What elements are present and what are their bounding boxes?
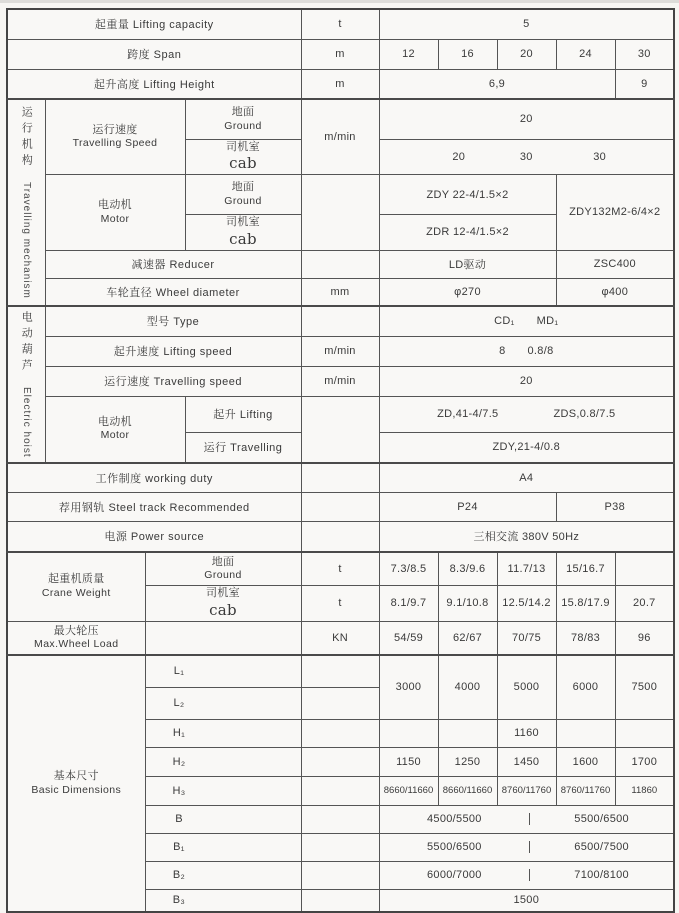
hoist-motor-unit [301, 396, 379, 463]
crane-weight-label-en: Crane Weight [41, 587, 111, 599]
dim-b2-label: B₂ [145, 861, 301, 889]
max-wheel-load-unit: KN [301, 621, 379, 655]
speed-ground-label-cn: 地面 [231, 105, 255, 118]
lifting-height-main-value: 6,9 [379, 69, 615, 99]
travelling-speed-label-en: Travelling Speed [72, 137, 158, 150]
hoist-motor-label-cn: 电动机 [98, 415, 132, 428]
dim-h3-value-5: 11860 [615, 776, 674, 805]
dim-l2-label: L₂ [145, 687, 301, 719]
max-wheel-load-label-en: Max.Wheel Load [34, 638, 119, 651]
dim-h3-label: H₃ [145, 776, 301, 805]
max-wheel-load-label-cn: 最大轮压 [53, 624, 99, 637]
dim-b2-values [379, 861, 674, 889]
dim-b3-unit [301, 889, 379, 912]
crane-weight-cab-1: 8.1/9.7 [379, 586, 438, 622]
basic-dimensions-label-en: Basic Dimensions [31, 784, 122, 796]
span-value-30: 30 [615, 39, 674, 69]
lifting-capacity-value: 5 [379, 9, 674, 39]
hoist-motor-travelling-value: ZDY,21-4/0.8 [379, 433, 674, 463]
dim-h1-value-1 [379, 719, 438, 747]
hoist-lifting-speed-label: 起升速度 Lifting speed [45, 336, 301, 366]
dim-h2-value-4: 1600 [556, 747, 615, 776]
basic-dimensions-label-cn: 基本尺寸 [53, 770, 99, 783]
motor-cab-label-en: cab [229, 229, 257, 248]
travelling-speed-label [45, 99, 185, 175]
crane-weight-ground-1: 7.3/8.5 [379, 552, 438, 586]
max-wheel-load-3: 70/75 [497, 621, 556, 655]
dim-h1-unit [301, 719, 379, 747]
crane-weight-cab-label [145, 586, 301, 622]
motor-ground-label-en: Ground [224, 194, 262, 207]
dim-b-values [379, 805, 674, 833]
motor-ground-label [185, 175, 301, 215]
speed-cab-label [185, 139, 301, 175]
dim-b1-value-left: 5500/6500 [380, 841, 531, 853]
speed-ground-label-en: Ground [224, 119, 262, 132]
scan-artifact [0, 0, 679, 3]
speed-cab-label-cn: 司机室 [226, 140, 260, 153]
lifting-height-unit: m [301, 69, 379, 99]
max-wheel-load-2: 62/67 [438, 621, 497, 655]
dim-b2-unit [301, 861, 379, 889]
dim-b-label: B [145, 805, 301, 833]
crane-weight-ground-label-cn: 地面 [211, 555, 235, 568]
reducer-unit [301, 250, 379, 278]
hoist-motor-label-en: Motor [100, 429, 130, 442]
max-wheel-load-1: 54/59 [379, 621, 438, 655]
electric-hoist-label-en: Electric hoist [20, 387, 32, 458]
dim-l-value-1: 3000 [379, 655, 438, 719]
dim-b3-value: 1500 [379, 889, 674, 912]
type-values [379, 306, 674, 336]
dim-b1-label: B₁ [145, 833, 301, 861]
crane-weight-label [7, 552, 145, 622]
steel-track-value-2: P38 [556, 493, 674, 522]
dim-b-value-left: 4500/5500 [380, 813, 531, 825]
lifting-speed-value-2: 0.8/8 [527, 345, 554, 357]
mech-motor-label-cn: 电动机 [98, 198, 132, 211]
dim-b1-value-right: 6500/7500 [574, 841, 629, 854]
motor-cab-label-cn: 司机室 [226, 216, 260, 228]
steel-track-unit [301, 493, 379, 522]
crane-weight-ground-4: 15/16.7 [556, 552, 615, 586]
dim-h2-value-5: 1700 [615, 747, 674, 776]
dim-l1-label: L₁ [145, 655, 301, 687]
steel-track-label: 荐用钢轨 Steel track Recommended [7, 493, 301, 522]
span-label: 跨度 Span [7, 39, 301, 69]
dim-h1-value-5 [615, 719, 674, 747]
travelling-mechanism-label-cn: 运行机构 [20, 106, 33, 171]
dim-h2-value-3: 1450 [497, 747, 556, 776]
hoist-motor-lifting-value-1: ZD,41-4/7.5 [437, 408, 499, 421]
travelling-mechanism-label-en: Travelling mechanism [20, 182, 32, 299]
lifting-capacity-label: 起重量 Lifting capacity [7, 9, 301, 39]
working-duty-label: 工作制度 working duty [7, 463, 301, 493]
crane-weight-ground-label [145, 552, 301, 586]
dim-b1-values [379, 833, 674, 861]
dim-h1-value-4 [556, 719, 615, 747]
lifting-speed-value-1: 8 [499, 345, 506, 357]
travelling-speed-unit: m/min [301, 99, 379, 175]
working-duty-value: A4 [379, 463, 674, 493]
section-travelling-mechanism [7, 99, 45, 306]
span-unit: m [301, 39, 379, 69]
lifting-height-label: 起升高度 Lifting Height [7, 69, 301, 99]
dim-h3-value-1: 8660/11660 [379, 776, 438, 805]
crane-weight-ground-3: 11.7/13 [497, 552, 556, 586]
type-unit [301, 306, 379, 336]
hoist-motor-lifting-values [379, 396, 674, 433]
hoist-motor-label [45, 396, 185, 463]
crane-spec-table [6, 8, 675, 913]
hoist-motor-travelling-label: 运行 Travelling [185, 433, 301, 463]
wheel-diameter-value-1: φ270 [379, 278, 556, 306]
mech-motor-cab-value: ZDR 12-4/1.5×2 [379, 215, 556, 251]
crane-weight-ground-5 [615, 552, 674, 586]
type-value-cd: CD₁ [494, 315, 515, 328]
crane-weight-cab-2: 9.1/10.8 [438, 586, 497, 622]
travelling-speed-label-cn: 运行速度 [92, 123, 138, 136]
dim-h1-value-2 [438, 719, 497, 747]
dim-l-value-4: 6000 [556, 655, 615, 719]
crane-weight-ground-label-en: Ground [204, 569, 242, 582]
mech-motor-merged-value: ZDY132M2-6/4×2 [556, 175, 674, 251]
working-duty-unit [301, 463, 379, 493]
basic-dimensions-label [7, 655, 145, 912]
reducer-value-2: ZSC400 [556, 250, 674, 278]
crane-weight-cab-label-cn: 司机室 [206, 587, 240, 600]
steel-track-value-1: P24 [379, 493, 556, 522]
wheel-diameter-value-2: φ400 [556, 278, 674, 306]
dim-b3-label: B₃ [145, 889, 301, 912]
electric-hoist-vertical-label [8, 311, 45, 458]
hoist-motor-lifting-value-2: ZDS,0.8/7.5 [553, 408, 616, 421]
travelling-speed-cab-values [379, 139, 674, 175]
dim-h3-value-4: 8760/11760 [556, 776, 615, 805]
max-wheel-load-5: 96 [615, 621, 674, 655]
span-value-24: 24 [556, 39, 615, 69]
hoist-travelling-speed-label: 运行速度 Travelling speed [45, 366, 301, 396]
dim-l-value-3: 5000 [497, 655, 556, 719]
motor-cab-label [185, 215, 301, 251]
dim-h2-value-1: 1150 [379, 747, 438, 776]
crane-weight-cab-unit: t [301, 586, 379, 622]
motor-ground-label-cn: 地面 [231, 181, 255, 194]
dim-l2-unit [301, 687, 379, 719]
hoist-lifting-speed-unit: m/min [301, 336, 379, 366]
speed-ground-label [185, 99, 301, 139]
dim-b-value-right: 5500/6500 [574, 813, 629, 826]
type-value-md: MD₁ [536, 315, 559, 328]
max-wheel-load-empty-cell [145, 621, 301, 655]
mech-motor-label-en: Motor [100, 212, 130, 225]
dim-h1-label: H₁ [145, 719, 301, 747]
hoist-travelling-speed-value: 20 [379, 366, 674, 396]
mech-motor-unit [301, 175, 379, 251]
crane-weight-label-cn: 起重机质量 [48, 573, 105, 586]
span-value-20: 20 [497, 39, 556, 69]
crane-weight-cab-label-en: cab [209, 600, 237, 619]
reducer-value-1: LD驱动 [379, 250, 556, 278]
dim-b-unit [301, 805, 379, 833]
crane-weight-ground-2: 8.3/9.6 [438, 552, 497, 586]
dim-l-value-5: 7500 [615, 655, 674, 719]
mech-motor-label [45, 175, 185, 251]
dim-b1-unit [301, 833, 379, 861]
travelling-mechanism-vertical-label [8, 106, 45, 299]
dim-h2-unit [301, 747, 379, 776]
cab-speed-value-3: 30 [593, 150, 607, 163]
cab-speed-value-1: 20 [452, 150, 466, 163]
wheel-diameter-unit: mm [301, 278, 379, 306]
mech-motor-ground-value: ZDY 22-4/1.5×2 [379, 175, 556, 215]
dim-l-value-2: 4000 [438, 655, 497, 719]
section-electric-hoist [7, 306, 45, 463]
power-source-unit [301, 522, 379, 552]
hoist-motor-lifting-label: 起升 Lifting [185, 396, 301, 433]
crane-weight-ground-unit: t [301, 552, 379, 586]
hoist-travelling-speed-unit: m/min [301, 366, 379, 396]
max-wheel-load-label [7, 621, 145, 655]
reducer-label: 减速器 Reducer [45, 250, 301, 278]
max-wheel-load-4: 78/83 [556, 621, 615, 655]
dim-h2-value-2: 1250 [438, 747, 497, 776]
dim-h3-value-3: 8760/11760 [497, 776, 556, 805]
dim-h1-value-3: 1160 [497, 719, 556, 747]
dim-h3-unit [301, 776, 379, 805]
lifting-capacity-unit: t [301, 9, 379, 39]
type-label: 型号 Type [45, 306, 301, 336]
power-source-label: 电源 Power source [7, 522, 301, 552]
speed-cab-label-en: cab [229, 154, 257, 173]
crane-weight-cab-5: 20.7 [615, 586, 674, 622]
dim-b2-value-right: 7100/8100 [574, 869, 629, 882]
crane-weight-cab-4: 15.8/17.9 [556, 586, 615, 622]
travelling-speed-ground-value: 20 [379, 99, 674, 139]
span-value-16: 16 [438, 39, 497, 69]
power-source-value: 三相交流 380V 50Hz [379, 522, 674, 552]
lifting-height-last-value: 9 [615, 69, 674, 99]
dim-h3-value-2: 8660/11660 [438, 776, 497, 805]
hoist-lifting-speed-values [379, 336, 674, 366]
crane-weight-cab-3: 12.5/14.2 [497, 586, 556, 622]
electric-hoist-label-cn: 电动葫芦 [20, 311, 33, 375]
dim-b2-value-left: 6000/7000 [380, 869, 531, 881]
dim-h2-label: H₂ [145, 747, 301, 776]
span-value-12: 12 [379, 39, 438, 69]
cab-speed-value-2: 30 [519, 150, 533, 163]
wheel-diameter-label: 车轮直径 Wheel diameter [45, 278, 301, 306]
dim-l1-unit [301, 655, 379, 687]
